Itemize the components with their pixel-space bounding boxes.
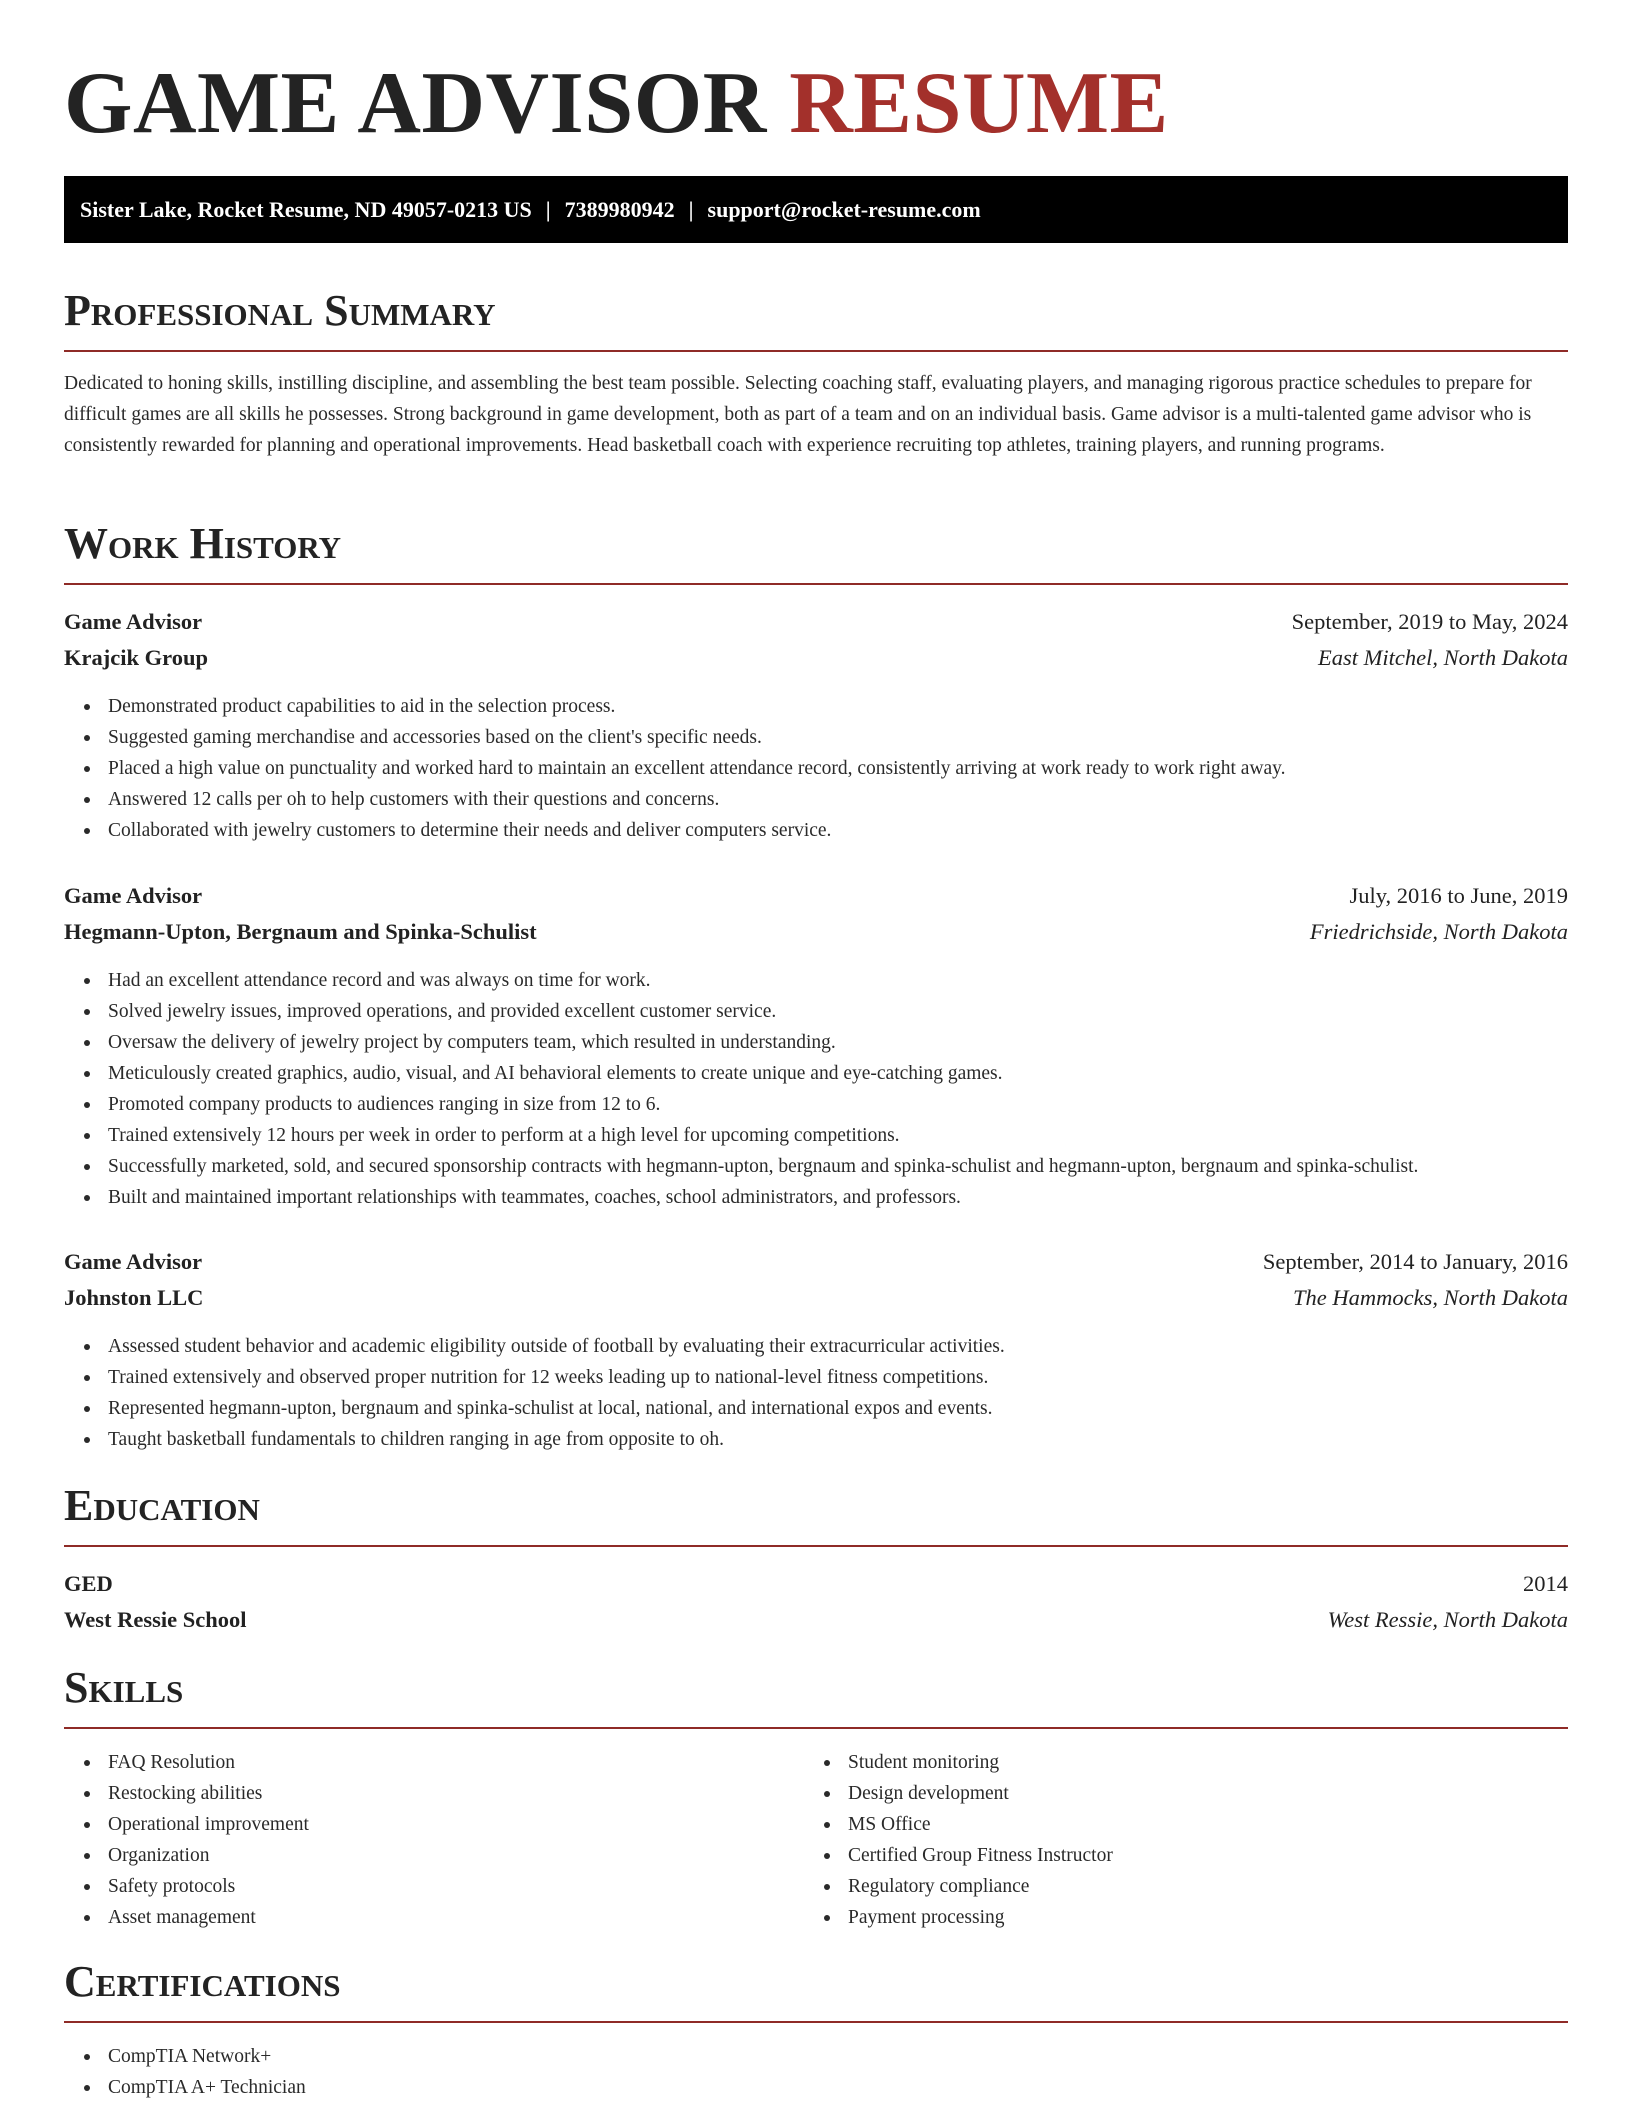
skills-list-right (848, 1747, 1113, 1933)
list-item: Design development (848, 1778, 1113, 1809)
contact-bar (64, 176, 1568, 243)
list-item: Meticulously created graphics, audio, visual, and AI behavioral elements to create unique and eye-catching games. (108, 1058, 1418, 1089)
job-title: Game Advisor (64, 883, 203, 908)
list-item: Taught basketball fundamentals to children ranging in age from opposite to oh. (108, 1424, 1005, 1455)
list-item: Certified Group Fitness Instructor (848, 1840, 1113, 1871)
contact-phone: 7389980942 (564, 197, 675, 222)
list-item: Oversaw the delivery of jewelry project by computers team, which resulted in understanding. (108, 1027, 1418, 1058)
education-year: 2014 (1523, 1571, 1568, 1596)
job-bullets (108, 691, 1286, 846)
job-location: Friedrichside, North Dakota (1309, 919, 1568, 944)
list-item: Student monitoring (848, 1747, 1113, 1778)
job-company: Johnston LLC (64, 1285, 204, 1310)
list-item: Suggested gaming merchandise and accessories based on the client's specific needs. (108, 722, 1286, 753)
list-item: Had an excellent attendance record and was always on time for work. (108, 965, 1418, 996)
list-item: CompTIA Network+ (108, 2041, 306, 2072)
job-header (64, 878, 1568, 914)
summary-text: Dedicated to honing skills, instilling discipline, and assembling the best team possible. Selecting coaching staff, evaluating players, and managing rigorous practice schedules to prepare for difficult games are all skills he possesses. Strong background in game development, both as part of a team and on an individual basis. Game advisor is a multi-talented game advisor who is consistently rewarded for planning and operational improvements. Head basketball coach with experience recruiting top athletes, training players, and running programs. (64, 373, 1532, 456)
education-degree: GED (64, 1571, 113, 1596)
resume-title (64, 54, 1169, 154)
job-title: Game Advisor (64, 609, 203, 634)
list-item: Answered 12 calls per oh to help customers with their questions and concerns. (108, 784, 1286, 815)
job-location: The Hammocks, North Dakota (1293, 1285, 1568, 1310)
contact-separator: | (688, 197, 694, 222)
job-location: East Mitchel, North Dakota (1318, 645, 1568, 670)
section-heading-skills: Skills (64, 1663, 1568, 1729)
list-item: Operational improvement (108, 1809, 309, 1840)
skills-list-left (108, 1747, 309, 1933)
list-item: Solved jewelry issues, improved operations, and provided excellent customer service. (108, 996, 1418, 1027)
list-item: Organization (108, 1840, 309, 1871)
list-item: Successfully marketed, sold, and secured sponsorship contracts with hegmann-upton, bergnaum and spinka-schulist and hegmann-upton, bergnaum and spinka-schulist. (108, 1151, 1418, 1182)
list-item: Trained extensively 12 hours per week in order to perform at a high level for upcoming competitions. (108, 1120, 1418, 1151)
contact-separator: | (545, 197, 551, 222)
job-subheader (64, 1280, 1568, 1316)
job-dates: July, 2016 to June, 2019 (1349, 883, 1568, 908)
section-heading-certifications: Certifications (64, 1957, 1568, 2023)
title-accent: RESUME (789, 55, 1169, 152)
contact-email: support@rocket-resume.com (707, 197, 981, 222)
list-item: Built and maintained important relationships with teammates, coaches, school administrators, and professors. (108, 1182, 1418, 1213)
education-location: West Ressie, North Dakota (1327, 1607, 1568, 1632)
job-header (64, 1244, 1568, 1280)
list-item: Placed a high value on punctuality and worked hard to maintain an excellent attendance record, consistently arriving at work ready to work right away. (108, 753, 1286, 784)
job-title: Game Advisor (64, 1249, 203, 1274)
list-item: Payment processing (848, 1902, 1113, 1933)
list-item: CompTIA A+ Technician (108, 2072, 306, 2103)
section-heading-work: Work History (64, 519, 1568, 585)
list-item: FAQ Resolution (108, 1747, 309, 1778)
job-header (64, 604, 1568, 640)
section-heading-education: Education (64, 1481, 1568, 1547)
education-header (64, 1566, 1568, 1602)
job-company: Hegmann-Upton, Bergnaum and Spinka-Schulist (64, 919, 537, 944)
job-subheader (64, 914, 1568, 950)
list-item: Represented hegmann-upton, bergnaum and spinka-schulist at local, national, and international expos and events. (108, 1393, 1005, 1424)
list-item: Demonstrated product capabilities to aid in the selection process. (108, 691, 1286, 722)
title-main: GAME ADVISOR (64, 55, 767, 152)
list-item: Promoted company products to audiences ranging in size from 12 to 6. (108, 1089, 1418, 1120)
education-subheader (64, 1602, 1568, 1638)
list-item: Collaborated with jewelry customers to determine their needs and deliver computers service. (108, 815, 1286, 846)
job-dates: September, 2014 to January, 2016 (1262, 1249, 1568, 1274)
list-item: MS Office (848, 1809, 1113, 1840)
certifications-list (108, 2041, 306, 2103)
list-item: Restocking abilities (108, 1778, 309, 1809)
list-item: Trained extensively and observed proper nutrition for 12 weeks leading up to national-level fitness competitions. (108, 1362, 1005, 1393)
job-bullets (108, 1331, 1005, 1455)
list-item: Asset management (108, 1902, 309, 1933)
section-heading-summary: Professional Summary (64, 286, 1568, 352)
job-subheader (64, 640, 1568, 676)
job-bullets (108, 965, 1418, 1213)
contact-address: Sister Lake, Rocket Resume, ND 49057-0213 US (80, 197, 532, 222)
list-item: Regulatory compliance (848, 1871, 1113, 1902)
list-item: Safety protocols (108, 1871, 309, 1902)
job-dates: September, 2019 to May, 2024 (1291, 609, 1568, 634)
list-item: Assessed student behavior and academic eligibility outside of football by evaluating their extracurricular activities. (108, 1331, 1005, 1362)
job-company: Krajcik Group (64, 645, 208, 670)
education-school: West Ressie School (64, 1607, 247, 1632)
